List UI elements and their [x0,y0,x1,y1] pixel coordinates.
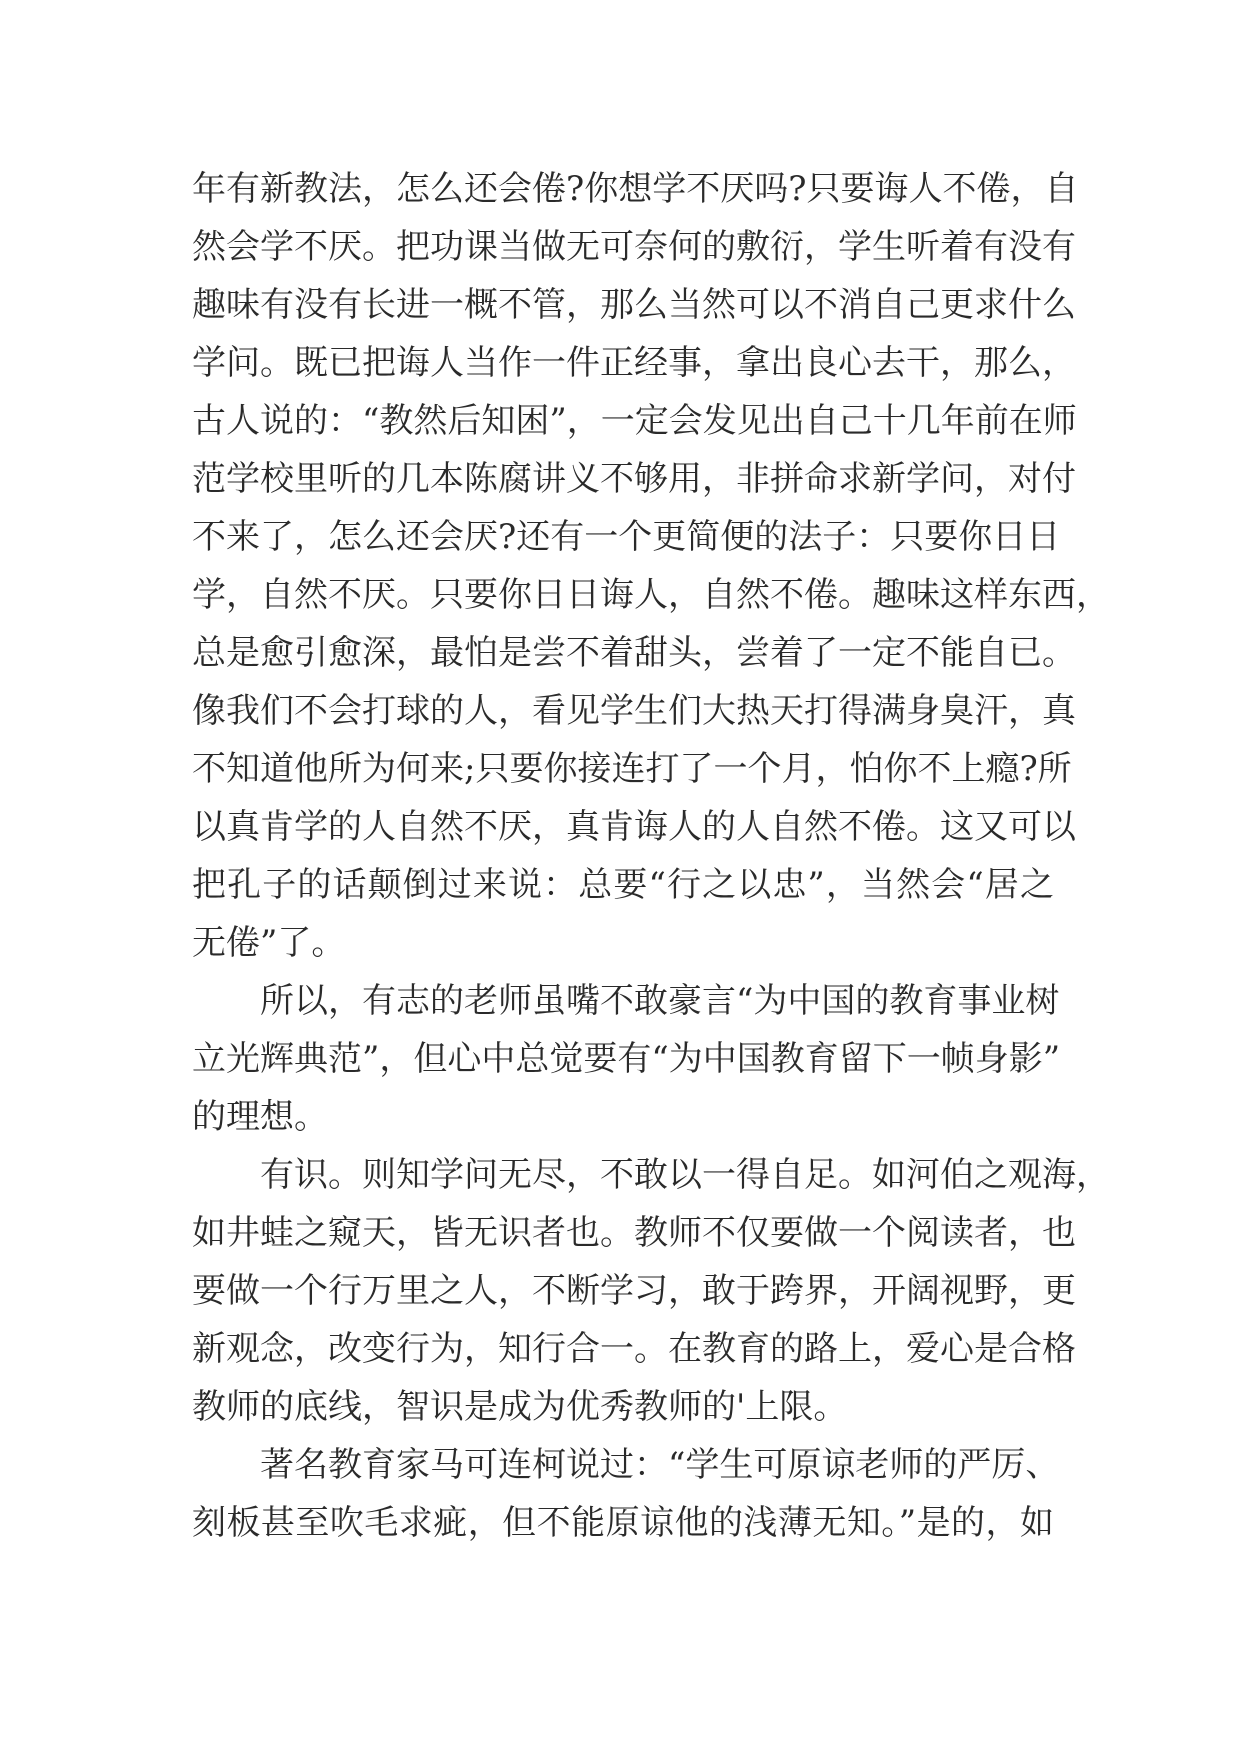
text-line: 著名教育家马可连柯说过：“学生可原谅老师的严厉、 [260,1445,1060,1485]
text-line: 总是愈引愈深，最怕是尝不着甜头，尝着了一定不能自已。 [192,633,1076,673]
text-line: 学，自然不厌。只要你日日诲人，自然不倦。趣味这样东西， [192,575,1110,615]
text-line: 像我们不会打球的人，看见学生们大热天打得满身臭汗，真 [192,691,1076,731]
text-line: 不知道他所为何来;只要你接连打了一个月，怕你不上瘾?所 [192,749,1072,789]
text-line: 刻板甚至吹毛求疵，但不能原谅他的浅薄无知。”是的，如 [192,1503,1054,1543]
text-line: 教师的底线，智识是成为优秀教师的'上限。 [192,1387,848,1427]
text-line: 新观念，改变行为，知行合一。在教育的路上，爱心是合格 [192,1329,1076,1369]
text-line: 的理想。 [192,1097,328,1137]
text-line: 所以，有志的老师虽嘴不敢豪言“为中国的教育事业树 [260,981,1060,1021]
text-line: 年有新教法，怎么还会倦?你想学不厌吗?只要诲人不倦，自 [192,169,1079,209]
paragraph [192,972,1061,1146]
paragraph [192,1146,1110,1436]
document-body [192,160,1110,1552]
text-line: 立光辉典范”，但心中总觉要有“为中国教育留下一帧身影” [192,1039,1061,1079]
text-line: 趣味有没有长进一概不管，那么当然可以不消自己更求什么 [192,285,1076,325]
text-line: 把孔子的话颠倒过来说：总要“行之以忠”，当然会“居之 [192,865,1054,905]
text-line: 范学校里听的几本陈腐讲义不够用，非拼命求新学问，对付 [192,459,1076,499]
text-line: 以真肯学的人自然不厌，真肯诲人的人自然不倦。这又可以 [192,807,1076,847]
text-line: 古人说的：“教然后知困”，一定会发见出自己十几年前在师 [192,401,1077,441]
text-line: 学问。既已把诲人当作一件正经事，拿出良心去干，那么， [192,343,1076,383]
text-line: 要做一个行万里之人，不断学习，敢于跨界，开阔视野，更 [192,1271,1076,1311]
paragraph [192,1436,1060,1552]
text-line: 无倦”了。 [192,923,346,963]
paragraph [192,160,1110,972]
text-line: 有识。则知学问无尽，不敢以一得自足。如河伯之观海， [260,1155,1110,1195]
text-line: 不来了，怎么还会厌?还有一个更简便的法子：只要你日日 [192,517,1061,557]
text-line: 然会学不厌。把功课当做无可奈何的敷衍，学生听着有没有 [192,227,1076,267]
text-line: 如井蛙之窥天，皆无识者也。教师不仅要做一个阅读者，也 [192,1213,1076,1253]
